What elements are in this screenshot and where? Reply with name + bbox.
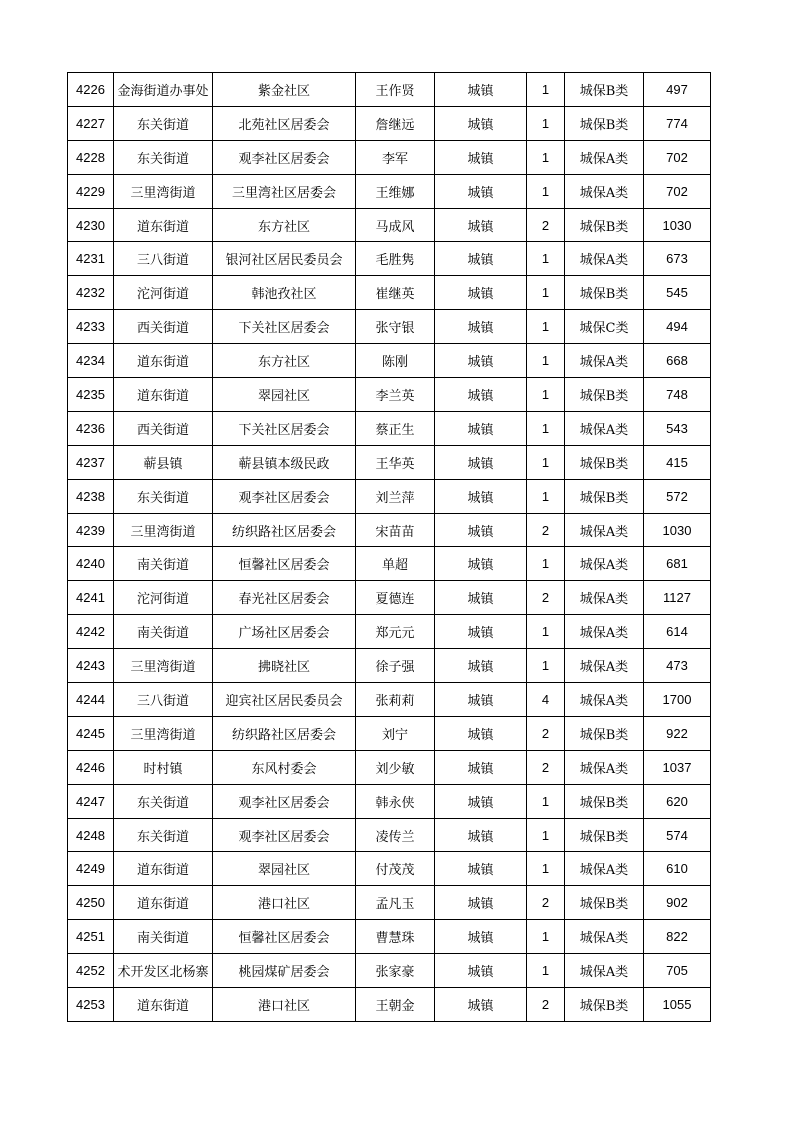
amount-cell: 702: [644, 174, 711, 208]
table-row: [68, 750, 711, 784]
area-type-cell: 城镇: [435, 140, 527, 174]
table-row: [68, 852, 711, 886]
insurance-category-cell: 城保A类: [565, 242, 644, 276]
household-count-cell: 2: [527, 716, 565, 750]
amount-cell: 1700: [644, 683, 711, 717]
person-name-cell: 曹慧珠: [356, 920, 435, 954]
table-row: [68, 716, 711, 750]
area-type-cell: 城镇: [435, 310, 527, 344]
insurance-category-cell: 城保B类: [565, 378, 644, 412]
record-id-cell: 4230: [68, 208, 114, 242]
street-office-cell: 道东街道: [114, 988, 213, 1022]
table-row: [68, 106, 711, 140]
insurance-category-cell: 城保B类: [565, 716, 644, 750]
household-count-cell: 1: [527, 310, 565, 344]
area-type-cell: 城镇: [435, 411, 527, 445]
street-office-cell: 东关街道: [114, 479, 213, 513]
table-row: [68, 683, 711, 717]
amount-cell: 473: [644, 649, 711, 683]
person-name-cell: 崔继英: [356, 276, 435, 310]
table-row: [68, 242, 711, 276]
insurance-category-cell: 城保B类: [565, 276, 644, 310]
amount-cell: 1030: [644, 513, 711, 547]
street-office-cell: 东关街道: [114, 784, 213, 818]
community-cell: 东风村委会: [213, 750, 356, 784]
area-type-cell: 城镇: [435, 242, 527, 276]
record-id-cell: 4233: [68, 310, 114, 344]
area-type-cell: 城镇: [435, 784, 527, 818]
person-name-cell: 韩永侠: [356, 784, 435, 818]
person-name-cell: 陈刚: [356, 344, 435, 378]
insurance-category-cell: 城保A类: [565, 513, 644, 547]
record-id-cell: 4237: [68, 445, 114, 479]
household-count-cell: 1: [527, 140, 565, 174]
community-cell: 翠园社区: [213, 852, 356, 886]
table-row: [68, 513, 711, 547]
area-type-cell: 城镇: [435, 852, 527, 886]
street-office-cell: 沱河街道: [114, 276, 213, 310]
amount-cell: 494: [644, 310, 711, 344]
amount-cell: 822: [644, 920, 711, 954]
amount-cell: 610: [644, 852, 711, 886]
insurance-category-cell: 城保A类: [565, 174, 644, 208]
area-type-cell: 城镇: [435, 174, 527, 208]
insurance-category-cell: 城保B类: [565, 988, 644, 1022]
table-row: [68, 920, 711, 954]
table-row: [68, 988, 711, 1022]
record-id-cell: 4246: [68, 750, 114, 784]
community-cell: 三里湾社区居委会: [213, 174, 356, 208]
records-table: [67, 72, 711, 1022]
record-id-cell: 4231: [68, 242, 114, 276]
person-name-cell: 张家豪: [356, 954, 435, 988]
area-type-cell: 城镇: [435, 73, 527, 107]
amount-cell: 902: [644, 886, 711, 920]
household-count-cell: 1: [527, 852, 565, 886]
area-type-cell: 城镇: [435, 954, 527, 988]
street-office-cell: 道东街道: [114, 886, 213, 920]
household-count-cell: 1: [527, 344, 565, 378]
amount-cell: 574: [644, 818, 711, 852]
table-row: [68, 276, 711, 310]
household-count-cell: 1: [527, 378, 565, 412]
table-row: [68, 886, 711, 920]
community-cell: 广场社区居委会: [213, 615, 356, 649]
amount-cell: 497: [644, 73, 711, 107]
insurance-category-cell: 城保A类: [565, 954, 644, 988]
person-name-cell: 付茂茂: [356, 852, 435, 886]
record-id-cell: 4235: [68, 378, 114, 412]
insurance-category-cell: 城保A类: [565, 750, 644, 784]
person-name-cell: 张莉莉: [356, 683, 435, 717]
record-id-cell: 4243: [68, 649, 114, 683]
household-count-cell: 1: [527, 479, 565, 513]
community-cell: 恒馨社区居委会: [213, 920, 356, 954]
table-row: [68, 174, 711, 208]
table-row: [68, 411, 711, 445]
person-name-cell: 徐子强: [356, 649, 435, 683]
community-cell: 港口社区: [213, 886, 356, 920]
amount-cell: 922: [644, 716, 711, 750]
community-cell: 紫金社区: [213, 73, 356, 107]
person-name-cell: 毛胜隽: [356, 242, 435, 276]
table-row: [68, 344, 711, 378]
area-type-cell: 城镇: [435, 750, 527, 784]
record-id-cell: 4234: [68, 344, 114, 378]
household-count-cell: 1: [527, 954, 565, 988]
street-office-cell: 道东街道: [114, 852, 213, 886]
household-count-cell: 1: [527, 920, 565, 954]
table-row: [68, 140, 711, 174]
street-office-cell: 三八街道: [114, 242, 213, 276]
table-row: [68, 208, 711, 242]
insurance-category-cell: 城保B类: [565, 479, 644, 513]
community-cell: 观李社区居委会: [213, 784, 356, 818]
person-name-cell: 李兰英: [356, 378, 435, 412]
insurance-category-cell: 城保B类: [565, 818, 644, 852]
person-name-cell: 郑元元: [356, 615, 435, 649]
insurance-category-cell: 城保B类: [565, 106, 644, 140]
street-office-cell: 三里湾街道: [114, 649, 213, 683]
insurance-category-cell: 城保A类: [565, 411, 644, 445]
street-office-cell: 东关街道: [114, 140, 213, 174]
community-cell: 恒馨社区居委会: [213, 547, 356, 581]
household-count-cell: 1: [527, 73, 565, 107]
street-office-cell: 东关街道: [114, 106, 213, 140]
table-row: [68, 445, 711, 479]
community-cell: 蕲县镇本级民政: [213, 445, 356, 479]
person-name-cell: 孟凡玉: [356, 886, 435, 920]
area-type-cell: 城镇: [435, 378, 527, 412]
area-type-cell: 城镇: [435, 649, 527, 683]
amount-cell: 668: [644, 344, 711, 378]
insurance-category-cell: 城保A类: [565, 140, 644, 174]
insurance-category-cell: 城保A类: [565, 920, 644, 954]
insurance-category-cell: 城保B类: [565, 208, 644, 242]
household-count-cell: 1: [527, 784, 565, 818]
household-count-cell: 1: [527, 174, 565, 208]
table-row: [68, 479, 711, 513]
community-cell: 翠园社区: [213, 378, 356, 412]
community-cell: 北苑社区居委会: [213, 106, 356, 140]
person-name-cell: 马成风: [356, 208, 435, 242]
area-type-cell: 城镇: [435, 683, 527, 717]
record-id-cell: 4244: [68, 683, 114, 717]
household-count-cell: 1: [527, 649, 565, 683]
person-name-cell: 刘宁: [356, 716, 435, 750]
table-row: [68, 818, 711, 852]
table-row: [68, 954, 711, 988]
community-cell: 东方社区: [213, 344, 356, 378]
amount-cell: 1055: [644, 988, 711, 1022]
area-type-cell: 城镇: [435, 479, 527, 513]
amount-cell: 415: [644, 445, 711, 479]
area-type-cell: 城镇: [435, 988, 527, 1022]
street-office-cell: 三里湾街道: [114, 716, 213, 750]
table-row: [68, 581, 711, 615]
area-type-cell: 城镇: [435, 615, 527, 649]
amount-cell: 1037: [644, 750, 711, 784]
record-id-cell: 4238: [68, 479, 114, 513]
household-count-cell: 1: [527, 276, 565, 310]
table-row: [68, 310, 711, 344]
person-name-cell: 张守银: [356, 310, 435, 344]
record-id-cell: 4229: [68, 174, 114, 208]
table-row: [68, 649, 711, 683]
person-name-cell: 王朝金: [356, 988, 435, 1022]
community-cell: 银河社区居民委员会: [213, 242, 356, 276]
record-id-cell: 4252: [68, 954, 114, 988]
household-count-cell: 2: [527, 750, 565, 784]
community-cell: 桃园煤矿居委会: [213, 954, 356, 988]
amount-cell: 774: [644, 106, 711, 140]
insurance-category-cell: 城保B类: [565, 445, 644, 479]
amount-cell: 543: [644, 411, 711, 445]
street-office-cell: 道东街道: [114, 344, 213, 378]
person-name-cell: 王华英: [356, 445, 435, 479]
area-type-cell: 城镇: [435, 581, 527, 615]
street-office-cell: 时村镇: [114, 750, 213, 784]
person-name-cell: 蔡正生: [356, 411, 435, 445]
street-office-cell: 三里湾街道: [114, 174, 213, 208]
table-row: [68, 784, 711, 818]
community-cell: 东方社区: [213, 208, 356, 242]
record-id-cell: 4227: [68, 106, 114, 140]
amount-cell: 1030: [644, 208, 711, 242]
household-count-cell: 2: [527, 988, 565, 1022]
community-cell: 纺织路社区居委会: [213, 716, 356, 750]
insurance-category-cell: 城保A类: [565, 581, 644, 615]
community-cell: 纺织路社区居委会: [213, 513, 356, 547]
household-count-cell: 1: [527, 445, 565, 479]
table-row: [68, 615, 711, 649]
street-office-cell: 南关街道: [114, 615, 213, 649]
street-office-cell: 西关街道: [114, 411, 213, 445]
household-count-cell: 1: [527, 818, 565, 852]
amount-cell: 681: [644, 547, 711, 581]
insurance-category-cell: 城保A类: [565, 615, 644, 649]
area-type-cell: 城镇: [435, 886, 527, 920]
household-count-cell: 2: [527, 886, 565, 920]
insurance-category-cell: 城保B类: [565, 784, 644, 818]
record-id-cell: 4236: [68, 411, 114, 445]
area-type-cell: 城镇: [435, 208, 527, 242]
area-type-cell: 城镇: [435, 920, 527, 954]
record-id-cell: 4232: [68, 276, 114, 310]
community-cell: 春光社区居委会: [213, 581, 356, 615]
person-name-cell: 李军: [356, 140, 435, 174]
household-count-cell: 1: [527, 411, 565, 445]
record-id-cell: 4241: [68, 581, 114, 615]
insurance-category-cell: 城保A类: [565, 683, 644, 717]
street-office-cell: 三里湾街道: [114, 513, 213, 547]
household-count-cell: 2: [527, 581, 565, 615]
person-name-cell: 凌传兰: [356, 818, 435, 852]
record-id-cell: 4239: [68, 513, 114, 547]
table-row: [68, 378, 711, 412]
amount-cell: 705: [644, 954, 711, 988]
area-type-cell: 城镇: [435, 547, 527, 581]
record-id-cell: 4226: [68, 73, 114, 107]
amount-cell: 545: [644, 276, 711, 310]
person-name-cell: 刘兰萍: [356, 479, 435, 513]
street-office-cell: 金海街道办事处: [114, 73, 213, 107]
person-name-cell: 宋苗苗: [356, 513, 435, 547]
record-id-cell: 4250: [68, 886, 114, 920]
area-type-cell: 城镇: [435, 344, 527, 378]
insurance-category-cell: 城保A类: [565, 547, 644, 581]
record-id-cell: 4242: [68, 615, 114, 649]
community-cell: 下关社区居委会: [213, 310, 356, 344]
household-count-cell: 1: [527, 547, 565, 581]
area-type-cell: 城镇: [435, 716, 527, 750]
record-id-cell: 4247: [68, 784, 114, 818]
community-cell: 港口社区: [213, 988, 356, 1022]
record-id-cell: 4253: [68, 988, 114, 1022]
record-id-cell: 4228: [68, 140, 114, 174]
household-count-cell: 1: [527, 615, 565, 649]
amount-cell: 572: [644, 479, 711, 513]
record-id-cell: 4251: [68, 920, 114, 954]
community-cell: 观李社区居委会: [213, 140, 356, 174]
street-office-cell: 蕲县镇: [114, 445, 213, 479]
area-type-cell: 城镇: [435, 818, 527, 852]
insurance-category-cell: 城保B类: [565, 886, 644, 920]
record-id-cell: 4249: [68, 852, 114, 886]
insurance-category-cell: 城保C类: [565, 310, 644, 344]
person-name-cell: 单超: [356, 547, 435, 581]
street-office-cell: 道东街道: [114, 378, 213, 412]
street-office-cell: 三八街道: [114, 683, 213, 717]
insurance-category-cell: 城保A类: [565, 852, 644, 886]
area-type-cell: 城镇: [435, 106, 527, 140]
person-name-cell: 夏德连: [356, 581, 435, 615]
area-type-cell: 城镇: [435, 513, 527, 547]
household-count-cell: 1: [527, 106, 565, 140]
street-office-cell: 道东街道: [114, 208, 213, 242]
record-id-cell: 4240: [68, 547, 114, 581]
amount-cell: 1127: [644, 581, 711, 615]
community-cell: 迎宾社区居民委员会: [213, 683, 356, 717]
amount-cell: 748: [644, 378, 711, 412]
insurance-category-cell: 城保A类: [565, 649, 644, 683]
person-name-cell: 王维娜: [356, 174, 435, 208]
street-office-cell: 东关街道: [114, 818, 213, 852]
household-count-cell: 2: [527, 513, 565, 547]
table-row: [68, 547, 711, 581]
amount-cell: 673: [644, 242, 711, 276]
area-type-cell: 城镇: [435, 276, 527, 310]
street-office-cell: 术开发区北杨寨: [114, 954, 213, 988]
community-cell: 观李社区居委会: [213, 818, 356, 852]
records-table-body: [68, 73, 711, 1022]
street-office-cell: 南关街道: [114, 920, 213, 954]
street-office-cell: 沱河街道: [114, 581, 213, 615]
amount-cell: 702: [644, 140, 711, 174]
person-name-cell: 王作贤: [356, 73, 435, 107]
table-row: [68, 73, 711, 107]
amount-cell: 614: [644, 615, 711, 649]
record-id-cell: 4245: [68, 716, 114, 750]
insurance-category-cell: 城保A类: [565, 344, 644, 378]
insurance-category-cell: 城保B类: [565, 73, 644, 107]
household-count-cell: 1: [527, 242, 565, 276]
household-count-cell: 2: [527, 208, 565, 242]
street-office-cell: 西关街道: [114, 310, 213, 344]
area-type-cell: 城镇: [435, 445, 527, 479]
street-office-cell: 南关街道: [114, 547, 213, 581]
community-cell: 拂晓社区: [213, 649, 356, 683]
person-name-cell: 刘少敏: [356, 750, 435, 784]
person-name-cell: 詹继远: [356, 106, 435, 140]
community-cell: 韩池孜社区: [213, 276, 356, 310]
record-id-cell: 4248: [68, 818, 114, 852]
amount-cell: 620: [644, 784, 711, 818]
community-cell: 观李社区居委会: [213, 479, 356, 513]
community-cell: 下关社区居委会: [213, 411, 356, 445]
household-count-cell: 4: [527, 683, 565, 717]
